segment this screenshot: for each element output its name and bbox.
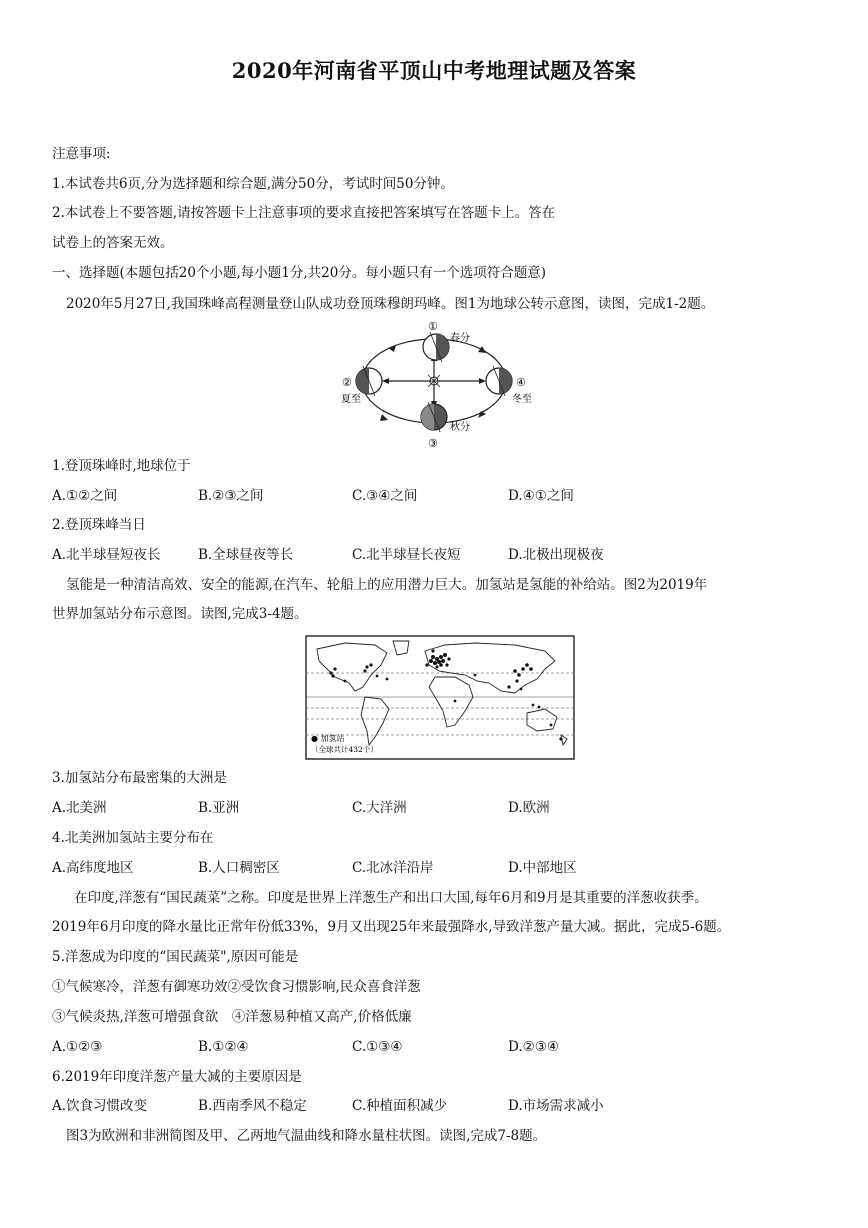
- q5-statement-2: ③气候炎热,洋葱可增强食欲 ④洋葱易种植又高产,价格低廉: [52, 1009, 412, 1025]
- q1-option-d: D.④①之间: [508, 488, 574, 504]
- map-frame: [306, 636, 574, 759]
- earth-spring-icon: [423, 332, 449, 362]
- note-3: 试卷上的答案无效。: [52, 235, 174, 251]
- axis-arrow: [382, 378, 389, 384]
- q4-option-c: C.北冰洋沿岸: [352, 860, 434, 876]
- label-n4: ④: [516, 376, 526, 389]
- q4-option-a: A.高纬度地区: [52, 860, 134, 876]
- q2-option-a: A.北半球昼短夜长: [52, 547, 161, 563]
- intro-hydrogen-1: 氢能是一种清洁高效、安全的能源,在汽车、轮船上的应用潜力巨大。加氢站是氢能的补给站。图2为2019年: [66, 577, 708, 593]
- orbit-arrow: [478, 411, 486, 418]
- q5-option-d: D.②③④: [508, 1039, 559, 1055]
- label-summer: 夏至: [341, 394, 361, 405]
- q3-option-d: D.欧洲: [508, 800, 550, 816]
- map-legend-total: （全球共计432个）: [311, 745, 378, 754]
- q5-option-b: B.①②④: [198, 1039, 249, 1055]
- note-2: 2.本试卷上不要答题,请按答题卡上注意事项的要求直接把答案填写在答题卡上。答在: [52, 205, 556, 221]
- intro-onion-2: 2019年6月印度的降水量比正常年份低33%，9月又出现25年来最强降水,导致洋葱产量大减。据此，完成5-6题。: [52, 919, 731, 935]
- q3-stem: 3.加氢站分布最密集的大洲是: [52, 770, 227, 786]
- q4-stem: 4.北美洲加氢站主要分布在: [52, 830, 214, 846]
- q5-stem: 5.洋葱成为印度的“国民蔬菜",原因可能是: [52, 949, 299, 965]
- q2-option-c: C.北半球昼长夜短: [352, 547, 461, 563]
- intro-onion-1: 在印度,洋葱有“国民蔬菜”之称。印度是世界上洋葱生产和出口大国,每年6月和9月是其重要的洋葱收获季。: [74, 890, 708, 906]
- label-spring: 春分: [450, 333, 470, 344]
- hydrogen-station-map: [305, 635, 575, 760]
- label-n1: ①: [428, 320, 438, 333]
- q6-option-a: A.饮食习惯改变: [52, 1098, 148, 1114]
- q5-statement-1: ①气候寒冷，洋葱有御寒功效②受饮食习惯影响,民众喜食洋葱: [52, 979, 421, 995]
- note-1: 1.本试卷共6页,分为选择题和综合题,满分50分，考试时间50分钟。: [52, 176, 454, 192]
- q1-option-b: B.②③之间: [198, 488, 264, 504]
- label-winter: 冬至: [512, 394, 532, 405]
- map-legend-station: ● 加氢站: [311, 734, 345, 743]
- earth-summer-icon: [356, 366, 382, 396]
- q6-option-d: D.市场需求减小: [508, 1098, 604, 1114]
- q3-option-b: B.亚洲: [198, 800, 240, 816]
- axis-arrow: [479, 378, 486, 384]
- q2-stem: 2.登顶珠峰当日: [52, 517, 146, 533]
- q2-option-d: D.北极出现极夜: [508, 547, 604, 563]
- intro-hydrogen-2: 世界加氢站分布示意图。读图,完成3-4题。: [52, 606, 308, 622]
- earth-orbit-figure: [336, 318, 532, 450]
- q1-option-a: A.①②之间: [52, 488, 118, 504]
- section-heading: 一、选择题(本题包括20个小题,每小题1分,共20分。每小题只有一个选项符合题意): [52, 265, 547, 281]
- earth-autumn-icon: [421, 402, 447, 432]
- intro-europe-africa: 图3为欧洲和非洲简图及甲、乙两地气温曲线和降水量柱状图。读图,完成7-8题。: [66, 1128, 547, 1144]
- page-title: 2020年河南省平顶山中考地理试题及答案: [231, 58, 637, 83]
- orbit-arrow: [478, 346, 486, 353]
- earth-winter-icon: [486, 366, 512, 396]
- q1-option-c: C.③④之间: [352, 488, 418, 504]
- orbit-arrow: [388, 345, 396, 352]
- notes-heading: 注意事项:: [52, 146, 111, 162]
- q2-option-b: B.全球昼夜等长: [198, 547, 294, 563]
- intro-earth-orbit: 2020年5月27日,我国珠峰高程测量登山队成功登顶珠穆朗玛峰。图1为地球公转示意图，读图，完成1-2题。: [66, 296, 715, 312]
- q6-option-b: B.西南季风不稳定: [198, 1098, 307, 1114]
- q6-stem: 6.2019年印度洋葱产量大减的主要原因是: [52, 1069, 302, 1085]
- q3-option-c: C.大洋洲: [352, 800, 407, 816]
- label-n3: ③: [428, 437, 438, 450]
- q4-option-b: B.人口稠密区: [198, 860, 280, 876]
- label-n2: ②: [342, 376, 352, 389]
- orbit-arrow: [380, 414, 388, 421]
- q5-option-a: A.①②③: [52, 1039, 103, 1055]
- q3-option-a: A.北美洲: [52, 800, 107, 816]
- label-autumn: 秋分: [450, 422, 470, 433]
- q1-stem: 1.登顶珠峰时,地球位于: [52, 458, 191, 474]
- q4-option-d: D.中部地区: [508, 860, 577, 876]
- sun-icon: [426, 373, 442, 389]
- q5-option-c: C.①③④: [352, 1039, 403, 1055]
- q6-option-c: C.种植面积减少: [352, 1098, 448, 1114]
